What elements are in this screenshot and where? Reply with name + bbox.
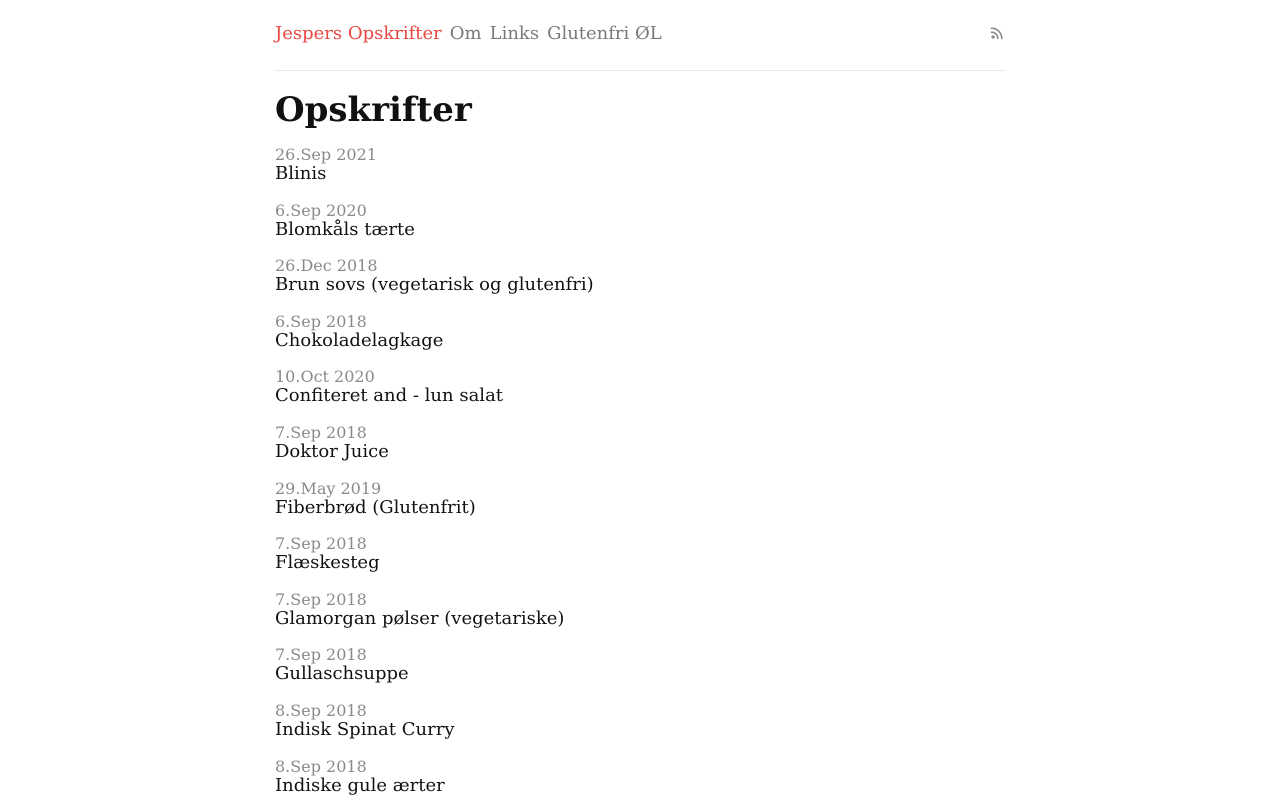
recipe-link[interactable]: Blinis	[275, 163, 327, 184]
recipe-date: 7.Sep 2018	[275, 534, 367, 554]
recipe-item	[275, 201, 594, 257]
recipe-date: 6.Sep 2020	[275, 200, 367, 220]
brand-link[interactable]: Jespers Opskrifter	[275, 23, 442, 44]
recipe-link[interactable]: Flæskesteg	[275, 552, 380, 574]
recipe-link[interactable]: Brun sovs (vegetarisk og glutenfri)	[275, 274, 594, 296]
nav-link-links[interactable]: Links	[489, 23, 540, 44]
recipe-item	[275, 367, 594, 423]
recipe-item	[275, 645, 594, 701]
recipe-date: 6.Sep 2018	[275, 311, 367, 331]
recipe-date: 8.Sep 2018	[275, 700, 367, 720]
recipe-link[interactable]: Confiteret and - lun salat	[275, 385, 504, 407]
page-container	[275, 0, 1005, 796]
recipe-item	[275, 701, 594, 757]
recipe-link[interactable]: Fiberbrød (Glutenfrit)	[275, 496, 476, 518]
recipe-date: 26.Dec 2018	[275, 256, 378, 276]
recipe-date: 29.May 2019	[275, 478, 382, 498]
rss-icon[interactable]	[989, 25, 1005, 41]
recipe-item	[275, 256, 594, 312]
recipe-date: 26.Sep 2021	[275, 145, 377, 164]
recipe-link[interactable]: Indiske gule ærter	[275, 774, 445, 796]
rss-icon-glyph	[989, 25, 1005, 41]
recipe-item	[275, 590, 594, 646]
recipe-item	[275, 757, 594, 812]
recipe-link[interactable]: Chokoladelagkage	[275, 329, 444, 351]
recipe-item	[275, 534, 594, 590]
page-title: Opskrifter	[275, 90, 472, 130]
nav-link-glutenfri-ol[interactable]: Glutenfri ØL	[547, 23, 662, 44]
recipe-link[interactable]: Blomkåls tærte	[275, 218, 415, 240]
recipe-date: 8.Sep 2018	[275, 756, 367, 776]
recipe-item	[275, 312, 594, 368]
recipe-link[interactable]: Glamorgan pølser (vegetariske)	[275, 607, 565, 629]
recipe-item	[275, 479, 594, 535]
recipe-list	[275, 145, 594, 812]
recipe-link[interactable]: Doktor Juice	[275, 440, 389, 462]
site-header	[275, 0, 1005, 71]
recipe-item	[275, 145, 594, 201]
recipe-link[interactable]: Indisk Spinat Curry	[275, 718, 455, 740]
recipe-date: 7.Sep 2018	[275, 589, 367, 609]
main-nav	[275, 22, 670, 46]
recipe-link[interactable]: Gullaschsuppe	[275, 663, 409, 685]
recipe-date: 10.Oct 2020	[275, 367, 375, 387]
recipe-item	[275, 423, 594, 479]
recipe-date: 7.Sep 2018	[275, 422, 367, 442]
recipe-date: 7.Sep 2018	[275, 645, 367, 665]
nav-link-om[interactable]: Om	[449, 23, 482, 44]
